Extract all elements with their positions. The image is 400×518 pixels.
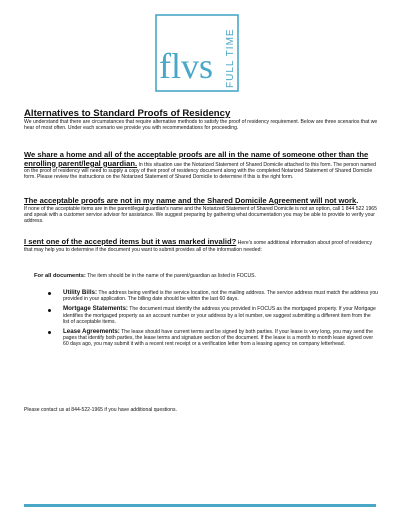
list-item-label: Lease Agreements: [63,328,120,336]
contact-line: Please contact us at 844-522-1965 if you have additional questions. [24,407,177,413]
for-all-text: The item should be in the name of the parent/guardian as listed in FOCUS. [85,273,256,279]
section-shared-home [24,151,378,180]
list-item-label: Mortgage Statements: [63,305,128,313]
section-body: Here's some additional information about proof of residency that may help you to determine if the document you want to submit provides all of the information needed: [24,240,373,253]
for-all-label: For all documents: [34,273,86,279]
logo-side-text: FULL TIME [225,28,236,88]
logo-graphic [153,12,249,98]
section-heading-end: . [356,196,359,205]
for-all-documents-note [34,273,378,279]
section-heading: The acceptable proofs are not in my name and the Shared Domicile Agreement will not work [24,196,357,205]
flvs-full-time-logo [153,12,249,98]
list-item-text: The lease should have current terms and be signed by both parties. If your lease is very long, you may send the pages that identify both parties, the lease terms and signature section of the document. If the lease is a month to month lease signed over 60 days ago, you may submit it with a recent rent receipt or a verification letter from a leasing agency on company letterhead. [63,329,374,348]
footer-accent-bar [24,504,376,507]
bullet-dot-icon [48,292,51,295]
page-title: Alternatives to Standard Proofs of Residency [24,108,231,119]
section-marked-invalid [24,238,378,253]
list-item-utility-bills [48,290,378,302]
bullet-dot-icon [48,331,51,334]
section-not-in-my-name [24,197,378,224]
section-body: If none of the acceptable items are in the parent/legal guardian's name and the Notarized Statement of Shared Domicile is not an option, call 1 844 522 1965 and speak with a customer service advisor for assistance. We suggest preparing by gathering what documentation you may be able to provide to verify your address. [24,205,377,224]
document-type-list [48,290,378,352]
logo-main-text: flvs [159,46,213,86]
section-heading: I sent one of the accepted items but it was marked invalid? [24,237,237,246]
list-item-lease-agreements [48,329,378,347]
bullet-dot-icon [48,309,51,312]
list-item-text: The address being verified is the service location, not the mailing address. The service address must match the address you provided in your application. The billing date should be within the last 60 days. [63,290,379,303]
section-body: In this situation use the Notarized Statement of Shared Domicile attached to this form. The person named on the proof of residency will need to supply a copy of their proof of residency document along with the completed Notarized Statement of Shared Domicile form. Please review the instructions on the Notarized Statement of Shared Domicile to determine if this is the right form. [24,161,376,181]
list-item-mortgage-statements [48,306,378,324]
list-item-text: The document must identify the address you provided in FOCUS as the mortgaged property. If your Mortgage identifies the mortgaged property as an account number or your address by a lot number, we suggest submitting a different item from the list of acceptable items. [63,306,376,325]
intro-paragraph: We understand that there are circumstances that require alternative methods to satisfy the proof of residency requirement. Below are three scenarios that we hear of most often. Under each scenario we provide you with recommendations for proceeding. [24,119,378,132]
section-heading: We share a home and all of the acceptable proofs are all in the name of someone other than the enrolling parent/legal guardian. [24,150,369,168]
list-item-label: Utility Bills: [63,289,98,296]
